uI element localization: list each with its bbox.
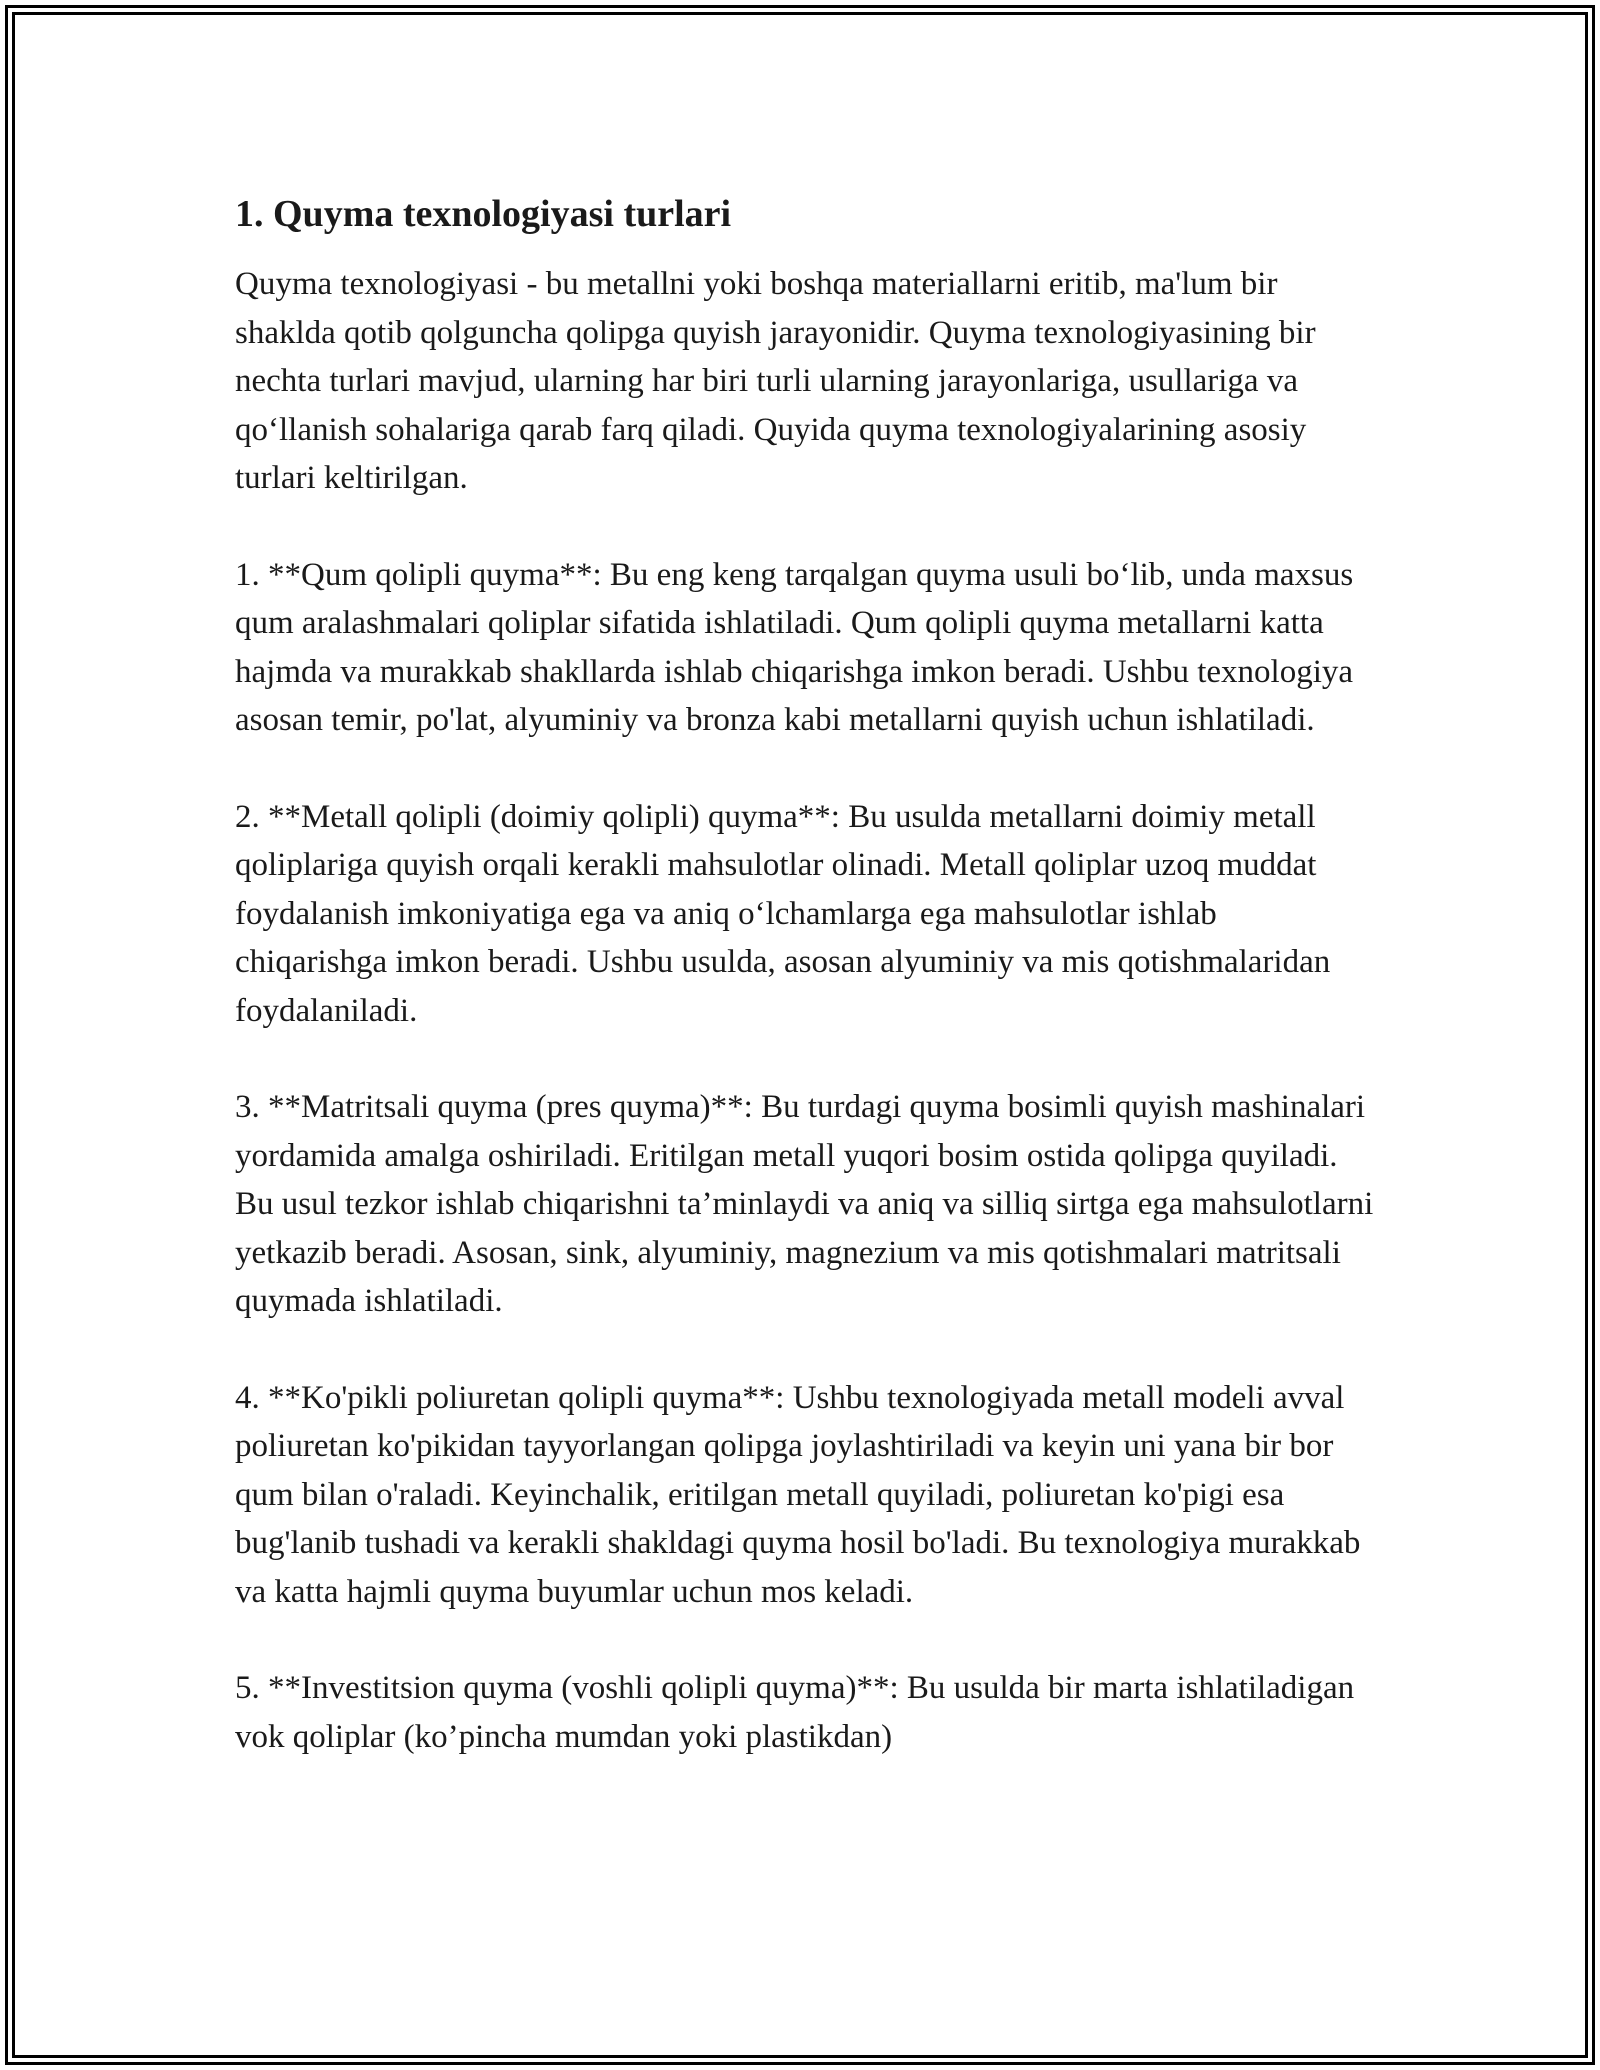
list-item-die-casting: 3. **Matritsali quyma (pres quyma)**: Bu turdagi quyma bosimli quyish mashinalari yordamida amalga oshiriladi. Eritilgan metall yuqori bosim ostida qolipga quyiladi. Bu usul tezkor ishlab chiqarishni ta’minlaydi va aniq va silliq sirtga ega mahsulotlarni yetkazib beradi. Asosan, sink, alyuminiy, magnezium va mis qotishmalari matritsali quymada ishlatiladi.: [235, 1089, 1374, 1319]
document-title: 1. Quyma texnologiyasi turlari: [235, 193, 732, 235]
list-item-permanent-mold-casting: 2. **Metall qolipli (doimiy qolipli) quyma**: Bu usulda metallarni doimiy metall qoliplariga quyish orqali kerakli mahsulotlar olinadi. Metall qoliplar uzoq muddat foydalanish imkoniyatiga ega va aniq o‘lchamlarga ega mahsulotlar ishlab chiqarishga imkon beradi. Ushbu usulda, asosan alyuminiy va mis qotishmalaridan foydalaniladi.: [235, 798, 1331, 1029]
list-item-investment-casting: 5. **Investitsion quyma (voshli qolipli quyma)**: Bu usulda bir marta ishlatiladigan vok qoliplar (ko’pincha mumdan yoki plastikdan): [235, 1670, 1355, 1755]
document-body: [235, 190, 1375, 1809]
list-item-sand-casting: 1. **Qum qolipli quyma**: Bu eng keng tarqalgan quyma usuli bo‘lib, unda maxsus qum aralashmalari qoliplar sifatida ishlatiladi. Qum qolipli quyma metallarni katta hajmda va murakkab shakllarda ishlab chiqarishga imkon beradi. Ushbu texnologiya asosan temir, po'lat, alyuminiy va bronza kabi metallarni quyish uchun ishlatiladi.: [235, 556, 1354, 738]
list-item-foam-casting: 4. **Ko'pikli poliuretan qolipli quyma**: Ushbu texnologiyada metall modeli avval poliuretan ko'pikidan tayyorlangan qolipga joylashtiriladi va keyin uni yana bir bor qum bilan o'raladi. Keyinchalik, eritilgan metall quyiladi, poliuretan ko'pigi esa bug'lanib tushadi va kerakli shakldagi quyma hosil bo'ladi. Bu texnologiya murakkab va katta hajmli quyma buyumlar uchun mos keladi.: [235, 1379, 1361, 1610]
intro-paragraph: Quyma texnologiyasi - bu metallni yoki boshqa materiallarni eritib, ma'lum bir shaklda qotib qolguncha qolipga quyish jarayonidir. Quyma texnologiyasining bir nechta turlari mavjud, ularning har biri turli ularning jarayonlariga, usullariga va qo‘llanish sohalariga qarab farq qiladi. Quyida quyma texnologiyalarining asosiy turlari keltirilgan.: [235, 266, 1316, 496]
